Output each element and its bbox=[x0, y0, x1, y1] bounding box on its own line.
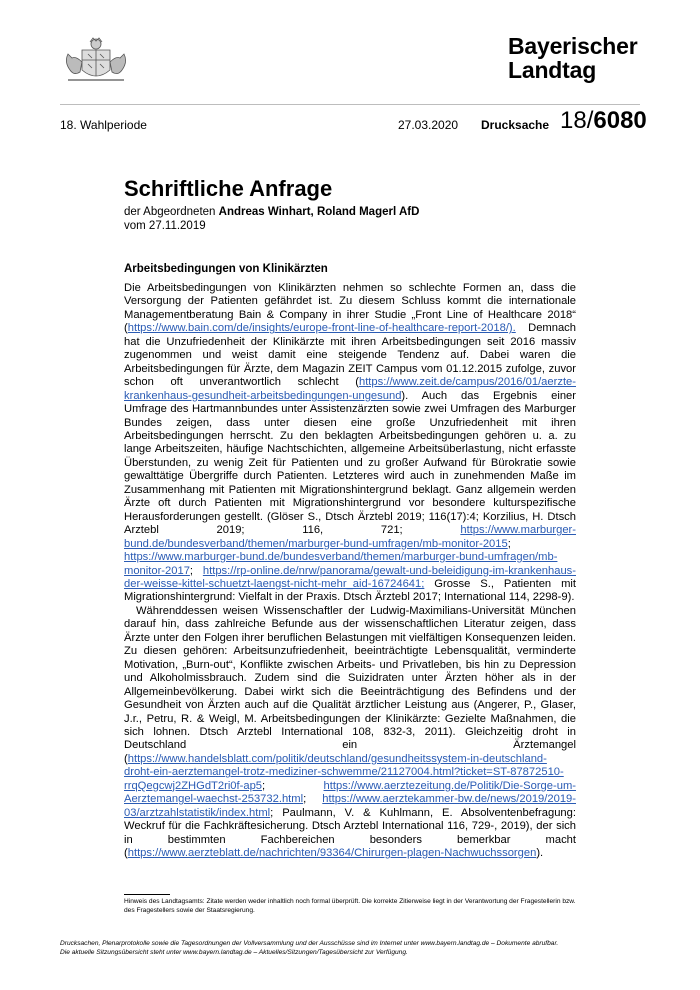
drucksache-main-number: 6080 bbox=[593, 107, 647, 134]
link-aerzteblatt[interactable]: https://www.aerzteblatt.de/nachrichten/93364/Chirurgen-plagen-Nachwuchssorgen bbox=[127, 847, 537, 860]
text-segment: ; bbox=[303, 793, 323, 806]
drucksache-number bbox=[560, 107, 647, 135]
parliament-name-line2: Landtag bbox=[508, 57, 597, 83]
page-title: Schriftliche Anfrage bbox=[124, 176, 333, 201]
header-divider bbox=[60, 104, 640, 105]
parliament-name bbox=[508, 34, 638, 82]
text-segment: Währenddessen weisen Wissenschaftler der Ludwig-Maximilians-Universität München darauf hin, dass zahlreiche Befunde aus der wissenschaftlichen Literatur zeigen, dass Ärzte unter den Folgen ihrer beruflichen Belastungen mit vielfältigen Konsequenzen leiden. Zu diesen gehören: Arbeitsunzufriedenheit, beeinträchtigte Lebensqualität, verminderte Motivation, „Burn-out“, Konflikte zwischen Arbeits- und Privatleben, bis hin zu Depression und Alkoholmissbrauch. Zudem sind die Suizidraten unter Ärzten höher als in der Allgemeinbevölkerung. Dabei wirkt sich die Beeinträchtigung des Befindens und der Gesundheit von Ärzten auch auf die Qualität ärztlicher Leistung aus (Angerer, P., Glaser, J.r., Petru, R. & Weigl, M. Arbeitsbedingungen der Klinikärzte: Gezielte Maßnahmen, die sich lohnen. Dtsch Arztebl International 108, 832-3, 2011). Gleichzeitig droht in Deutschland ein Ärztemangel ( bbox=[124, 604, 576, 765]
bavarian-coat-of-arms-icon bbox=[60, 36, 132, 86]
authors-prefix: der Abgeordneten bbox=[124, 206, 219, 218]
text-segment: ; Paulmann, V. & Kuhlmann, E. Absolventenbefragung: Weckruf für die Fachkräftesicherung. Dtsch Arztebl International 116, 729-, 2019), der sich in bestimmten Fachbereichen besonders bemerkbar macht ( bbox=[124, 806, 576, 860]
parliament-name-line1: Bayerischer bbox=[508, 33, 638, 59]
link-mb-monitor-2015[interactable]: https://www.marburger-bund.de/bundesverband/themen/marburger-bund-umfragen/mb-monitor-2015 bbox=[124, 524, 576, 550]
link-handelsblatt[interactable]: https://www.handelsblatt.com/politik/deutschland/gesundheitssystem-in-deutschland-droht-ein-aerztemangel-trotz-mediziner-schwemme/21127004.html?ticket=ST-87872510-rrqQegcwj2ZHGdT2ri0f-ap5 bbox=[124, 752, 564, 792]
footer-line-1: Drucksachen, Plenarprotokolle sowie die Tagesordnungen der Vollversammlung und der Ausschüsse sind im Internet unter www.bayern.landtag.de – Dokumente abrufbar. bbox=[60, 940, 559, 947]
link-aerztezeitung[interactable]: https://www.aerztezeitung.de/Politik/Die-Sorge-um-Aerztemangel-waechst-253732.html bbox=[124, 779, 576, 806]
footnote-divider bbox=[124, 894, 170, 895]
footnote: Hinweis des Landtagsamts: Zitate werden weder inhaltlich noch formal überprüft. Die korrekte Zitierweise liegt in der Verantwortung der Fragestellerin bzw. des Fragestellers sowie der Staatsregierung. bbox=[124, 898, 576, 914]
text-segment: Grosse S., Patienten mit Migrationshintergrund: Vielfalt in der Praxis. Dtsch Ärztebl 2017; International 114, 2298-9). bbox=[124, 577, 576, 604]
authors: Andreas Winhart, Roland Magerl AfD bbox=[218, 206, 420, 218]
page-footer bbox=[60, 939, 650, 957]
text-segment: ). bbox=[536, 847, 544, 860]
link-aerztekammer-bw[interactable]: https://www.aerztekammer-bw.de/news/2019/2019-03/arztzahlstatistik/index.html bbox=[124, 793, 576, 819]
body-text bbox=[124, 282, 576, 860]
paragraph-2 bbox=[124, 605, 576, 861]
text-segment: ; bbox=[507, 537, 511, 550]
legislative-period: 18. Wahlperiode bbox=[60, 118, 147, 132]
text-segment: ; bbox=[262, 779, 324, 792]
subject-heading: Arbeitsbedingungen von Klinikärzten bbox=[124, 263, 328, 275]
text-segment: Demnach hat die Unzufriedenheit der Klinikärzte mit ihren Arbeitsbedingungen seit 2016 massiv zugenommen und weist damit eine steigende Tendenz auf. Dabei waren die Arbeitsbedingungen für Ärzte, dem Magazin ZEIT Campus vom 01.12.2015 zufolge, zuvor schon oft unverantwortlich schlecht ( bbox=[124, 322, 576, 389]
text-segment: Die Arbeitsbedingungen von Klinikärzten nehmen so schlechte Formen an, dass die Versorgung der Patienten gefährdet ist. Zu diesem Schluss kommt die internationale Managementberatung Bain & Company in ihrer Studie „Front Line of Healthcare 2018“ ( bbox=[124, 282, 576, 335]
link-mb-monitor-2017[interactable]: https://www.marburger-bund.de/bundesverband/themen/marburger-bund-umfragen/mb-monitor-2017 bbox=[124, 551, 558, 577]
link-zeit-campus[interactable]: https://www.zeit.de/campus/2016/01/aerzte-krankenhaus-gesundheit-arbeitsbedingungen-ungesund bbox=[124, 376, 576, 402]
drucksache-prefix: 18/ bbox=[560, 107, 594, 134]
text-segment: ). Auch das Ergebnis einer Umfrage des Hartmannbundes unter Assistenzärzten sowie zwei Umfragen des Marburger Bundes zeigen, dass unter diesen eine große Unzufriedenheit mit ihren Arbeitsbedingungen herrscht. Zu den beklagten Arbeitsbedingungen gehören u. a. zu lange Arbeitszeiten, häufige Nachtschichten, allgemeine Arbeitsüberlastung, nicht erfasste Überstunden, zu wenig Zeit für Patienten und zu großer Aufwand für Bürokratie sowie gewalttätige Übergriffe durch Patienten. Letzteres wird auch in zunehmenden Maße im Zusammenhang mit Patienten mit Migrationshintergrund beklagt. Ganz allgemein werden Ärzte oft durch Patienten mit Migrationshintergrund vor besondere kulturspezifische Herausforderungen gestellt. (Glöser S., Dtsch Ärztebl 2019; 116(17):4; Korzilius, H. Dtsch Arztebl 2019; 116, 721; bbox=[124, 389, 576, 537]
paragraph-1 bbox=[124, 282, 576, 605]
drucksache-label: Drucksache bbox=[481, 118, 550, 132]
footer-line-2: Die aktuelle Sitzungsübersicht steht unter www.bayern.landtag.de – Aktuelles/Sitzungen/Tagesübersicht zur Verfügung. bbox=[60, 949, 408, 956]
link-rp-online[interactable]: https://rp-online.de/nrw/panorama/gewalt-und-beleidigung-im-krankenhaus-der-weisse-kittel-schuetzt-laengst-nicht-mehr_aid-16724641; bbox=[124, 564, 576, 590]
text-segment: ; bbox=[189, 564, 203, 577]
authors-block bbox=[124, 206, 419, 233]
request-date: vom 27.11.2019 bbox=[124, 219, 206, 232]
document-date: 27.03.2020 bbox=[398, 118, 459, 132]
link-bain-report[interactable]: https://www.bain.com/de/insights/europe-front-line-of-healthcare-report-2018/). bbox=[127, 322, 516, 335]
